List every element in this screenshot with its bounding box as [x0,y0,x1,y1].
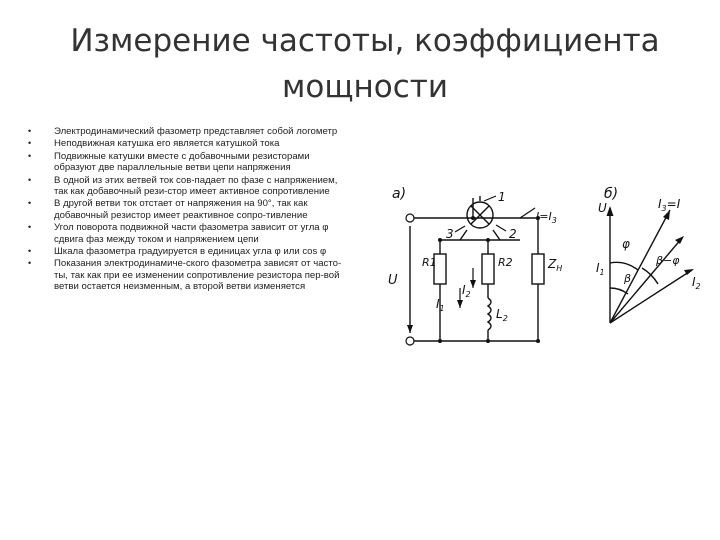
phasor-i2-label: $I_2$ [692,275,701,291]
phasor-beta-label: β [624,272,632,285]
phasor-u-label: U [598,201,607,215]
phasor-i1-label: $I_1$ [596,261,605,277]
figure-svg [370,168,720,358]
phase-meter-figure [370,168,720,358]
bullet-item: • В другой ветви ток отстает от напряжения на 90°, так как добавочный резистор имеет реактивное сопро-тивление [28,198,350,221]
bullet-item: • Показания электродинамиче-ского фазометра зависят от часто-ты, так как при ее изменении сопротивление резистора пер-вой ветви остается неизменным, а второй ветви изменяется [28,258,350,292]
i1-label: $I_1$ [436,297,445,313]
title-line-2: мощности [281,69,449,105]
coil-3-label: 3 [446,227,454,241]
bullet-list [28,126,350,294]
r1-label: R1 [422,256,437,269]
bullet-item: • Неподвижная катушка его является катушкой тока [28,138,350,149]
label-b: б) [604,186,619,202]
label-a: a) [392,186,407,202]
l2-label: $L_2$ [496,307,508,323]
phasor-i3-label: $I_3=I$ [658,197,681,213]
main-current-label: $I=I_3$ [536,210,557,225]
coil-2-label: 2 [509,227,517,241]
bullet-item: • Подвижные катушки вместе с добавочными резисторами образуют две параллельные ветви цепи напряжения [28,151,350,174]
bullet-item: • Шкала фазометра градуируется в единицах угла φ или cos φ [28,246,350,257]
bullet-item: • В одной из этих ветвей ток сов-падает по фазе с напряжением, так как добавочный рези-стор имеет активное сопротивление [28,175,350,198]
bullet-item: • Угол поворота подвижной части фазометра зависит от угла φ сдвига фаз между током и напряжением цепи [28,222,350,245]
voltage-label: U [388,273,398,288]
phasor-beta-minus-phi-label: β−φ [656,254,680,267]
title-line-1: Измерение частоты, коэффициента [70,23,660,59]
slide-title [40,18,690,110]
bullet-item: • Электродинамический фазометр представляет собой логометр [28,126,350,137]
coil-1-label: 1 [498,190,506,204]
phasor-phi-label: φ [622,237,630,251]
i2-label: $I_2$ [462,283,471,299]
r2-label: R2 [498,256,513,269]
load-label: $Z_H$ [548,257,563,273]
